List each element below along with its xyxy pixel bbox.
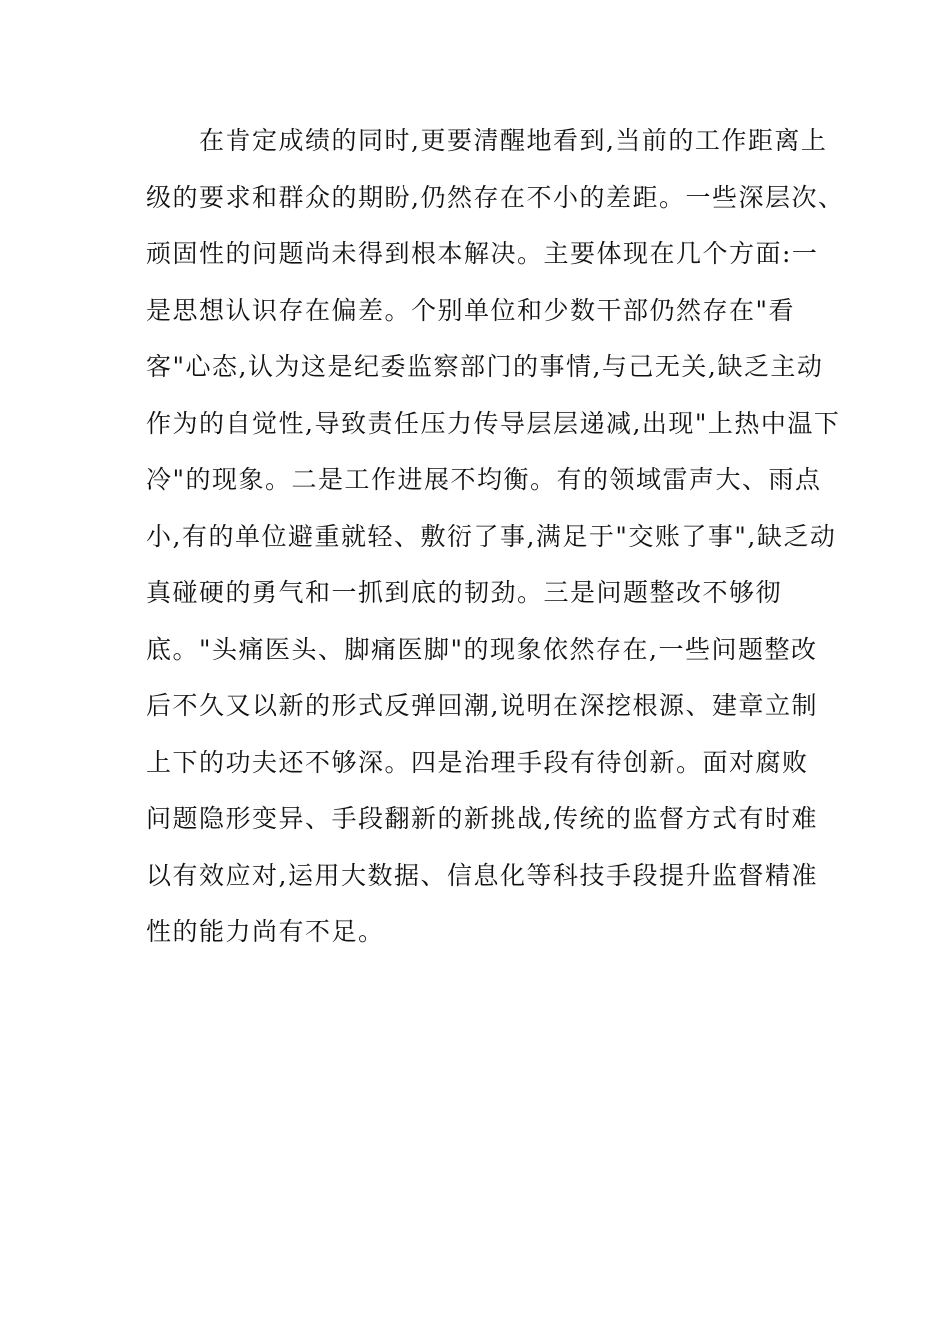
text-line-1: 在肯定成绩的同时,更要清醒地看到,当前的工作距离上 bbox=[199, 126, 828, 155]
text-line-3: 顽固性的问题尚未得到根本解决。主要体现在几个方面:一 bbox=[146, 239, 819, 268]
text-line-10: 底。"头痛医头、脚痛医脚"的现象依然存在,一些问题整改 bbox=[146, 634, 818, 664]
text-line-9: 真碰硬的勇气和一抓到底的韧劲。三是问题整改不够彻 bbox=[146, 578, 783, 607]
text-line-12: 上下的功夫还不够深。四是治理手段有待创新。面对腐败 bbox=[146, 747, 809, 777]
text-line-2: 级的要求和群众的期盼,仍然存在不小的差距。一些深层次、 bbox=[146, 182, 845, 212]
text-line-5: 客"心态,认为这是纪委监察部门的事情,与己无关,缺乏主动 bbox=[146, 352, 824, 381]
text-line-6: 作为的自觉性,导致责任压力传导层层递减,出现"上热中温下 bbox=[146, 408, 841, 438]
text-line-14: 以有效应对,运用大数据、信息化等科技手段提升监督精准 bbox=[146, 860, 818, 890]
text-line-4: 是思想认识存在偏差。个别单位和少数干部仍然存在"看 bbox=[146, 295, 796, 325]
text-line-7: 冷"的现象。二是工作进展不均衡。有的领域雷声大、雨点 bbox=[146, 465, 822, 494]
text-line-13: 问题隐形变异、手段翻新的新挑战,传统的监督方式有时难 bbox=[146, 804, 818, 833]
text-line-15: 性的能力尚有不足。 bbox=[146, 917, 385, 946]
text-line-11: 后不久又以新的形式反弹回潮,说明在深挖根源、建章立制 bbox=[146, 691, 818, 720]
body-paragraph bbox=[146, 118, 845, 966]
text-line-8: 小,有的单位避重就轻、敷衍了事,满足于"交账了事",缺乏动 bbox=[146, 521, 837, 551]
